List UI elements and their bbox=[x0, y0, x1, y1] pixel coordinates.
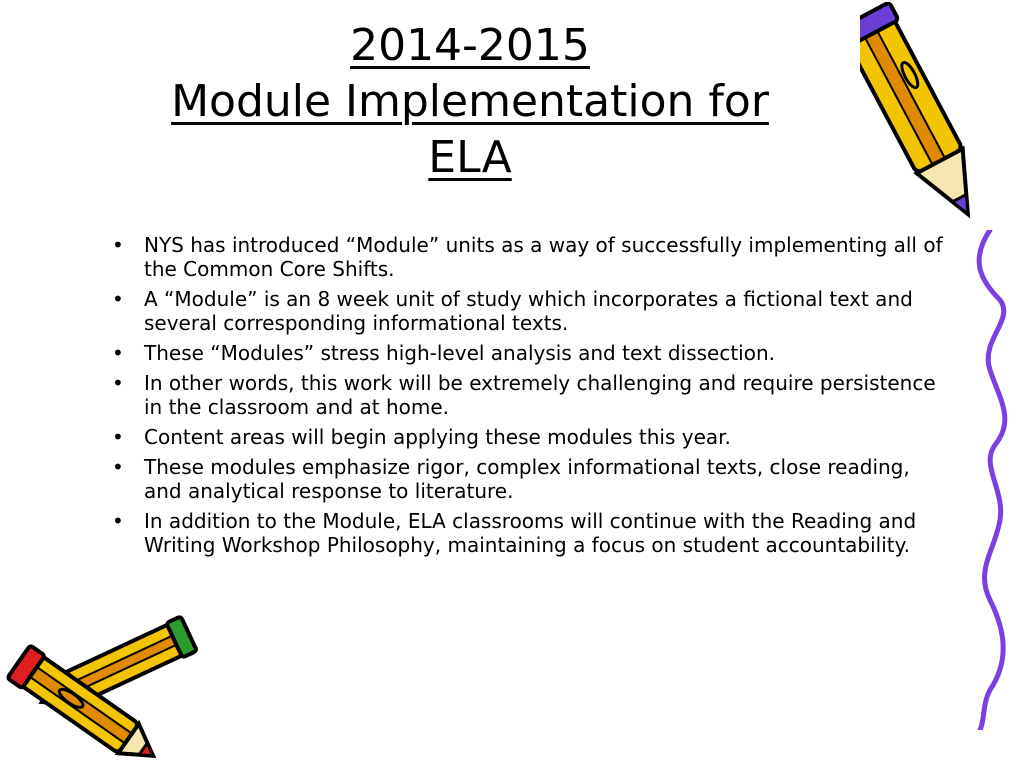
bullet-item: • These “Modules” stress high-level analysis and text dissection. bbox=[112, 341, 952, 365]
bullet-item: • These modules emphasize rigor, complex informational texts, close reading, and analytical response to literature. bbox=[112, 455, 952, 503]
bullet-item: • In addition to the Module, ELA classrooms will continue with the Reading and Writing Workshop Philosophy, maintaining a focus on student accountability. bbox=[112, 509, 952, 557]
slide-title bbox=[60, 18, 880, 186]
bullet-list bbox=[112, 233, 952, 563]
title-line-ela: ELA bbox=[428, 132, 512, 183]
title-line-module: Module Implementation for bbox=[171, 76, 769, 127]
crossed-pencils-icon bbox=[0, 610, 210, 768]
title-line-year: 2014-2015 bbox=[350, 20, 590, 71]
bullet-item: • A “Module” is an 8 week unit of study which incorporates a fictional text and several corresponding informational texts. bbox=[112, 287, 952, 335]
pencil-icon bbox=[860, 2, 1010, 242]
bullet-item: • NYS has introduced “Module” units as a way of successfully implementing all of the Common Core Shifts. bbox=[112, 233, 952, 281]
bullet-item: • Content areas will begin applying these modules this year. bbox=[112, 425, 952, 449]
bullet-item: • In other words, this work will be extremely challenging and require persistence in the classroom and at home. bbox=[112, 371, 952, 419]
squiggle-line-icon bbox=[960, 230, 1020, 730]
